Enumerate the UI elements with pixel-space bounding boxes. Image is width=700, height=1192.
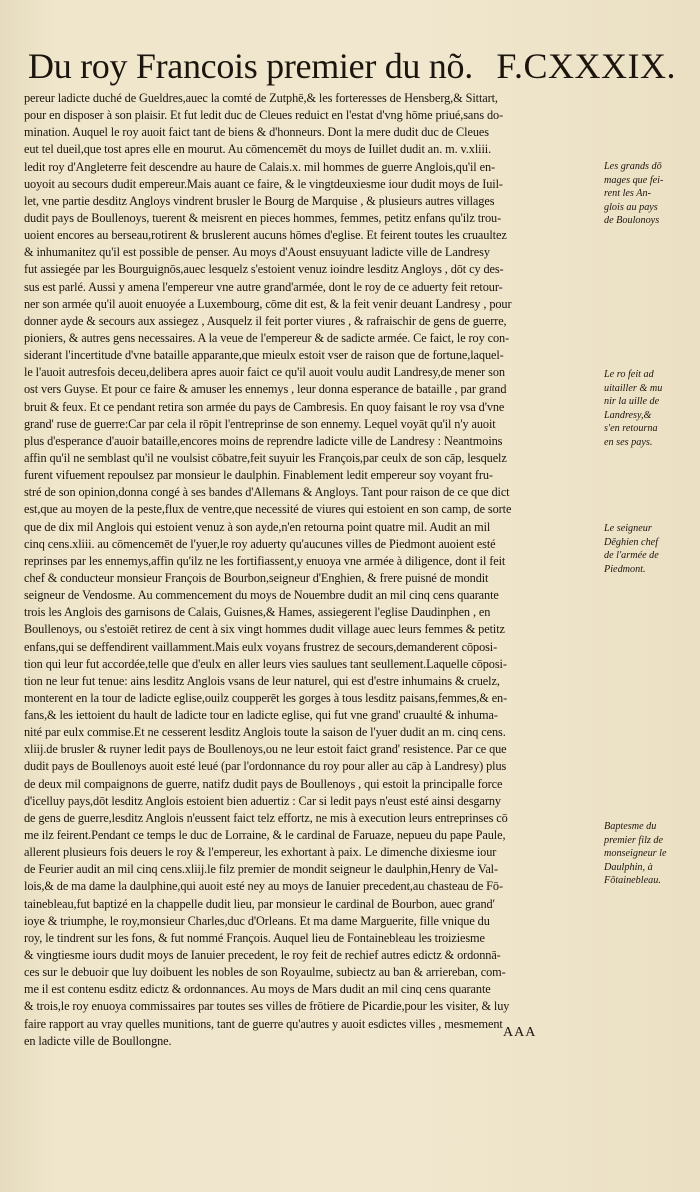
text-line: d'icelluy pays,dōt lesditz Anglois estoient bien aduertiz : Car si ledit pays n'eust esté ainsi desgarny	[24, 793, 501, 808]
text-line: bruit & feux. Et ce pendant retira son armée du pays de Cambresis. En quoy faisant le roy vsa d'vne	[24, 399, 505, 414]
text-line: nité par eulx commise.Et ne cesserent lesditz Anglois toute la saison de l'yuer dudit an m. cinq cens.	[24, 725, 506, 740]
text-line: stré de son opinion,donna congé à ses bandes d'Allemans & Angloys. Tant pour raison de ce que dict	[24, 485, 510, 500]
text-line: me ilz feirent.Pendant ce temps le duc de Lorraine, & le cardinal de Faruaze, nepueu du pape Paule,	[24, 828, 506, 843]
text-line: & vingtiesme iours dudit moys de Ianuier precedent, le roy feit de rechief autres edictz & ordonnā-	[24, 948, 501, 963]
text-line: reprinses par les ennemys,affin qu'ilz ne les fortifiassent,y enuoya vne armée à diligence, dont il feit	[24, 553, 506, 568]
text-line: mination. Auquel le roy auoit faict tant de biens & d'honneurs. Dont la mere dudit duc de Cleues	[24, 125, 489, 140]
margin-note-line: mages que fei-	[604, 174, 664, 186]
text-line: let, vne partie desditz Angloys vindrent brusler le Bourg de Marquise , & plusieurs autres villages	[24, 193, 495, 208]
text-line: pioniers, & autres gens necessaires. A la veue de l'empereur & de sadicte armée. Ce faict, le roy con-	[24, 330, 510, 345]
text-line: uoient encores au berseau,rotirent & bruslerent aucuns hōmes d'eglise. Et feirent toutes les cruaultez	[24, 228, 507, 243]
margin-note-line: Fōtainebleau.	[604, 875, 661, 887]
text-line: monterent en la tour de ladicte eglise,ouilz coupperēt les gorges à tous lesditz paisans,femmes,& en-	[24, 690, 508, 705]
text-line: de Feurier audit an mil cinq cens.xliij.le filz premier de mondit seigneur le daulphin,Henry de Val-	[24, 862, 498, 877]
margin-note	[604, 522, 694, 576]
text-line: plus d'esperance d'auoir bataille,encores moins de reprendre ladicte ville de Landresy : Neantmoins	[24, 433, 503, 448]
text-line: que de dix mil Anglois qui estoient venuz à son ayde,n'en retourna point quatre mil. Audit an mil	[24, 519, 491, 534]
text-line: siderant l'incertitude d'vne bataille apparante,que mieulx estoit vser de raison que de fortune,laquel-	[24, 348, 504, 363]
text-line: eut tel dueil,que tost apres elle en mourut. Au cōmencemēt du moys de Iuillet dudit an. m. v.xliii.	[24, 142, 492, 157]
margin-note-line: en ses pays.	[604, 436, 653, 448]
margin-note-line: Baptesme du	[604, 821, 657, 832]
text-line: dudit pays de Boullenoys auoit esté leué (par l'ordonnance du roy pour aller au cāp à Landresy) plus	[24, 759, 507, 774]
margin-note	[604, 820, 694, 888]
margin-note-line: rent les An-	[604, 188, 651, 200]
margin-note-line: s'en retourna	[604, 423, 658, 435]
text-line: pereur ladicte duché de Gueldres,auec la comté de Zutphē,& les forteresses de Hensberg,& Sittart,	[24, 91, 498, 105]
text-line: ioye & triumphe, le roy,monsieur Charles,duc d'Orleans. Et ma dame Marguerite, fille vnique du	[24, 913, 490, 928]
text-line: est,que au moyen de la peste,flux de ventre,que necessité de viures qui estoient en son camp, de sorte	[24, 502, 512, 517]
text-line: ner son armée qu'il auoit enuoyée a Luxembourg, cōme dit est, & la feit venir deuant Landresy , pour	[24, 296, 512, 311]
text-line: enfans,qui se deffendirent vaillamment.Mais eulx voyans frustrez de secours,demanderent cōposi-	[24, 639, 498, 654]
margin-note-line: Daulphin, à	[604, 861, 653, 873]
text-line: affin qu'il ne semblast qu'il ne voulsist cōbatre,feit suyuir les François,par ceulx de son cāp, lesquelz	[24, 450, 507, 465]
text-line: sus est parlé. Aussi y amena l'empereur vne autre grand'armée, dont le roy de ce aduerty feit retour-	[24, 279, 503, 294]
folio-number: F.CXXXIX.	[496, 46, 676, 86]
text-line: tion ne leur fut tenue: ains lesditz Anglois vsans de leur naturel, qui est d'estre inhumains & cruelz,	[24, 673, 500, 688]
text-line: de deux mil compaignons de guerre, natifz dudit pays de Boullenoys , qui estoit la principalle force	[24, 776, 503, 791]
margin-note-line: Le seigneur	[604, 523, 652, 534]
text-line: fut assiegée par les Bourguignōs,auec lesquelz s'estoient venuz ioindre lesditz Angloys , dōt cy des-	[24, 262, 504, 277]
margin-note-line: Le ro feit ad	[604, 369, 654, 380]
text-line: ost vers Guyse. Et pour ce faire & amuser les ennemys , leur donna esperance de bataille , par grand	[24, 382, 507, 397]
text-line: grand' ruse de guerre:Car par cela il rōpit l'entreprinse de son ennemy. Lequel voyāt qu'il n'y auoit	[24, 416, 496, 431]
text-line: dudit pays de Boullenoys, tuerent & meisrent en pieces hommes, femmes, petitz enfans qu'ilz trou-	[24, 210, 502, 225]
page-header	[22, 38, 682, 94]
text-line: ledit roy d'Angleterre feit descendre au haure de Calais.x. mil hommes de guerre Anglois,qu'il en-	[24, 159, 495, 174]
margin-note-line: Piedmont.	[604, 563, 646, 575]
text-line: tainebleau,fut baptizé en la chappelle dudit lieu, par monsieur le cardinal de Bourbon, auec grand'	[24, 896, 495, 911]
text-line: faire rapport au vray quelles munitions, tant de guerre qu'autres y auoit esdictes villes , mesmement	[24, 1016, 503, 1031]
text-line: uoyoit au secours dudit empereur.Mais auant ce faire, & le vingtdeuxiesme iour dudit moys de Iuil-	[24, 176, 503, 191]
margin-note	[604, 160, 694, 228]
main-text-column	[24, 90, 600, 1050]
margin-note-line: premier filz de	[604, 834, 664, 846]
text-line: ces sur le debuoir que luy doibuent les nobles de son Royaulme, subiectz au ban & arriereban, com-	[24, 965, 506, 980]
text-line: me il est contenu esditz edictz & ordonnances. Au moys de Mars dudit an mil cinq cens quarante	[24, 982, 491, 997]
text-line: seigneur de Vendosme. Au commencement du moys de Nouembre dudit an mil cinq cens quarante	[24, 588, 499, 603]
text-line: furent vifuement repoulsez par monsieur le daulphin. Finablement ledit empereur soy voyant fru-	[24, 468, 493, 483]
catchword: AAA	[503, 1025, 537, 1040]
text-line: le l'auoit autresfois deceu,delibera apres auoir faict ce qu'il auoit voulu audit Landresy,de mener son	[24, 365, 505, 380]
text-line: roy, le tindrent sur les fons, & fut nommé François. Auquel lieu de Fontainebleau les troiziesme	[24, 930, 485, 945]
text-line: de gens de guerre,lesditz Anglois n'eussent faict telz effortz, ne mis à execution leurs entreprinses cō	[24, 810, 508, 825]
text-line: donner ayde & secours aux assiegez , Ausquelz il feit porter viures , & rafraischir de gens de guerre,	[24, 313, 507, 328]
text-line: cinq cens.xliii. au cōmencemēt de l'yuer,le roy aduerty qu'aucunes villes de Piedmont auoient esté	[24, 536, 496, 551]
margin-note-line: Dēghien chef	[604, 536, 659, 548]
running-title: Du roy Francois premier du nõ.	[28, 46, 473, 86]
margin-note-line: glois au pays	[604, 201, 658, 213]
text-line: Boullenoys, ou s'estoiēt retirez de cent à six vingt hommes dudit village auec leurs femmes & petitz	[24, 622, 505, 637]
margin-note-line: de l'armée de	[604, 550, 659, 562]
margin-note	[604, 368, 694, 450]
text-line: en ladicte ville de Boullongne.	[24, 1033, 172, 1048]
margin-note-line: de Boulonoys	[604, 215, 660, 227]
margin-note-line: Les grands dō	[604, 161, 662, 172]
margin-note-line: nir la uille de	[604, 396, 660, 408]
margin-note-line: monseigneur le	[604, 848, 667, 860]
text-line: pour en disposer à son plaisir. Et fut ledit duc de Cleues reduict en l'estat d'vng hōme priué,sans do-	[24, 108, 504, 123]
text-line: xliij.de brusler & ruyner ledit pays de Boullenoys,ou ne leur estoit faict grand' resistence. Par ce que	[24, 742, 507, 757]
text-line: tion qui leur fut accordée,telle que d'eulx en aller leurs vies saulues tant seullement.Laquelle cōposi-	[24, 656, 507, 671]
margin-note-line: Landresy,&	[604, 409, 652, 421]
text-line: fans,& les iettoient du hault de ladicte tour en ladicte eglise, qui fut vne grand' cruaulté & inhuma-	[24, 708, 498, 723]
margin-note-line: uitailler & mu	[604, 382, 663, 394]
text-line: lois,& de ma dame la daulphine,qui auoit esté ney au moys de Ianuier precedent,au chasteau de Fō-	[24, 879, 503, 894]
text-line: & inhumanitez qu'il est possible de penser. Au moys d'Aoust ensuyuant ladicte ville de Landresy	[24, 245, 490, 260]
text-line: & trois,le roy enuoya commissaires par toutes ses villes de frōtiere de Picardie,pour les visiter, & luy	[24, 999, 510, 1014]
text-line: allerent plusieurs fois deuers le roy & l'empereur, les exhortant à paix. Le dimenche dixiesme iour	[24, 845, 497, 860]
text-line: trois les Anglois des garnisons de Calais, Guisnes,& Hames, assiegerent l'eglise Daudinphen , en	[24, 605, 491, 620]
text-line: chef & conducteur monsieur François de Bourbon,seigneur d'Enghien, & frere puisné de mondit	[24, 570, 489, 585]
